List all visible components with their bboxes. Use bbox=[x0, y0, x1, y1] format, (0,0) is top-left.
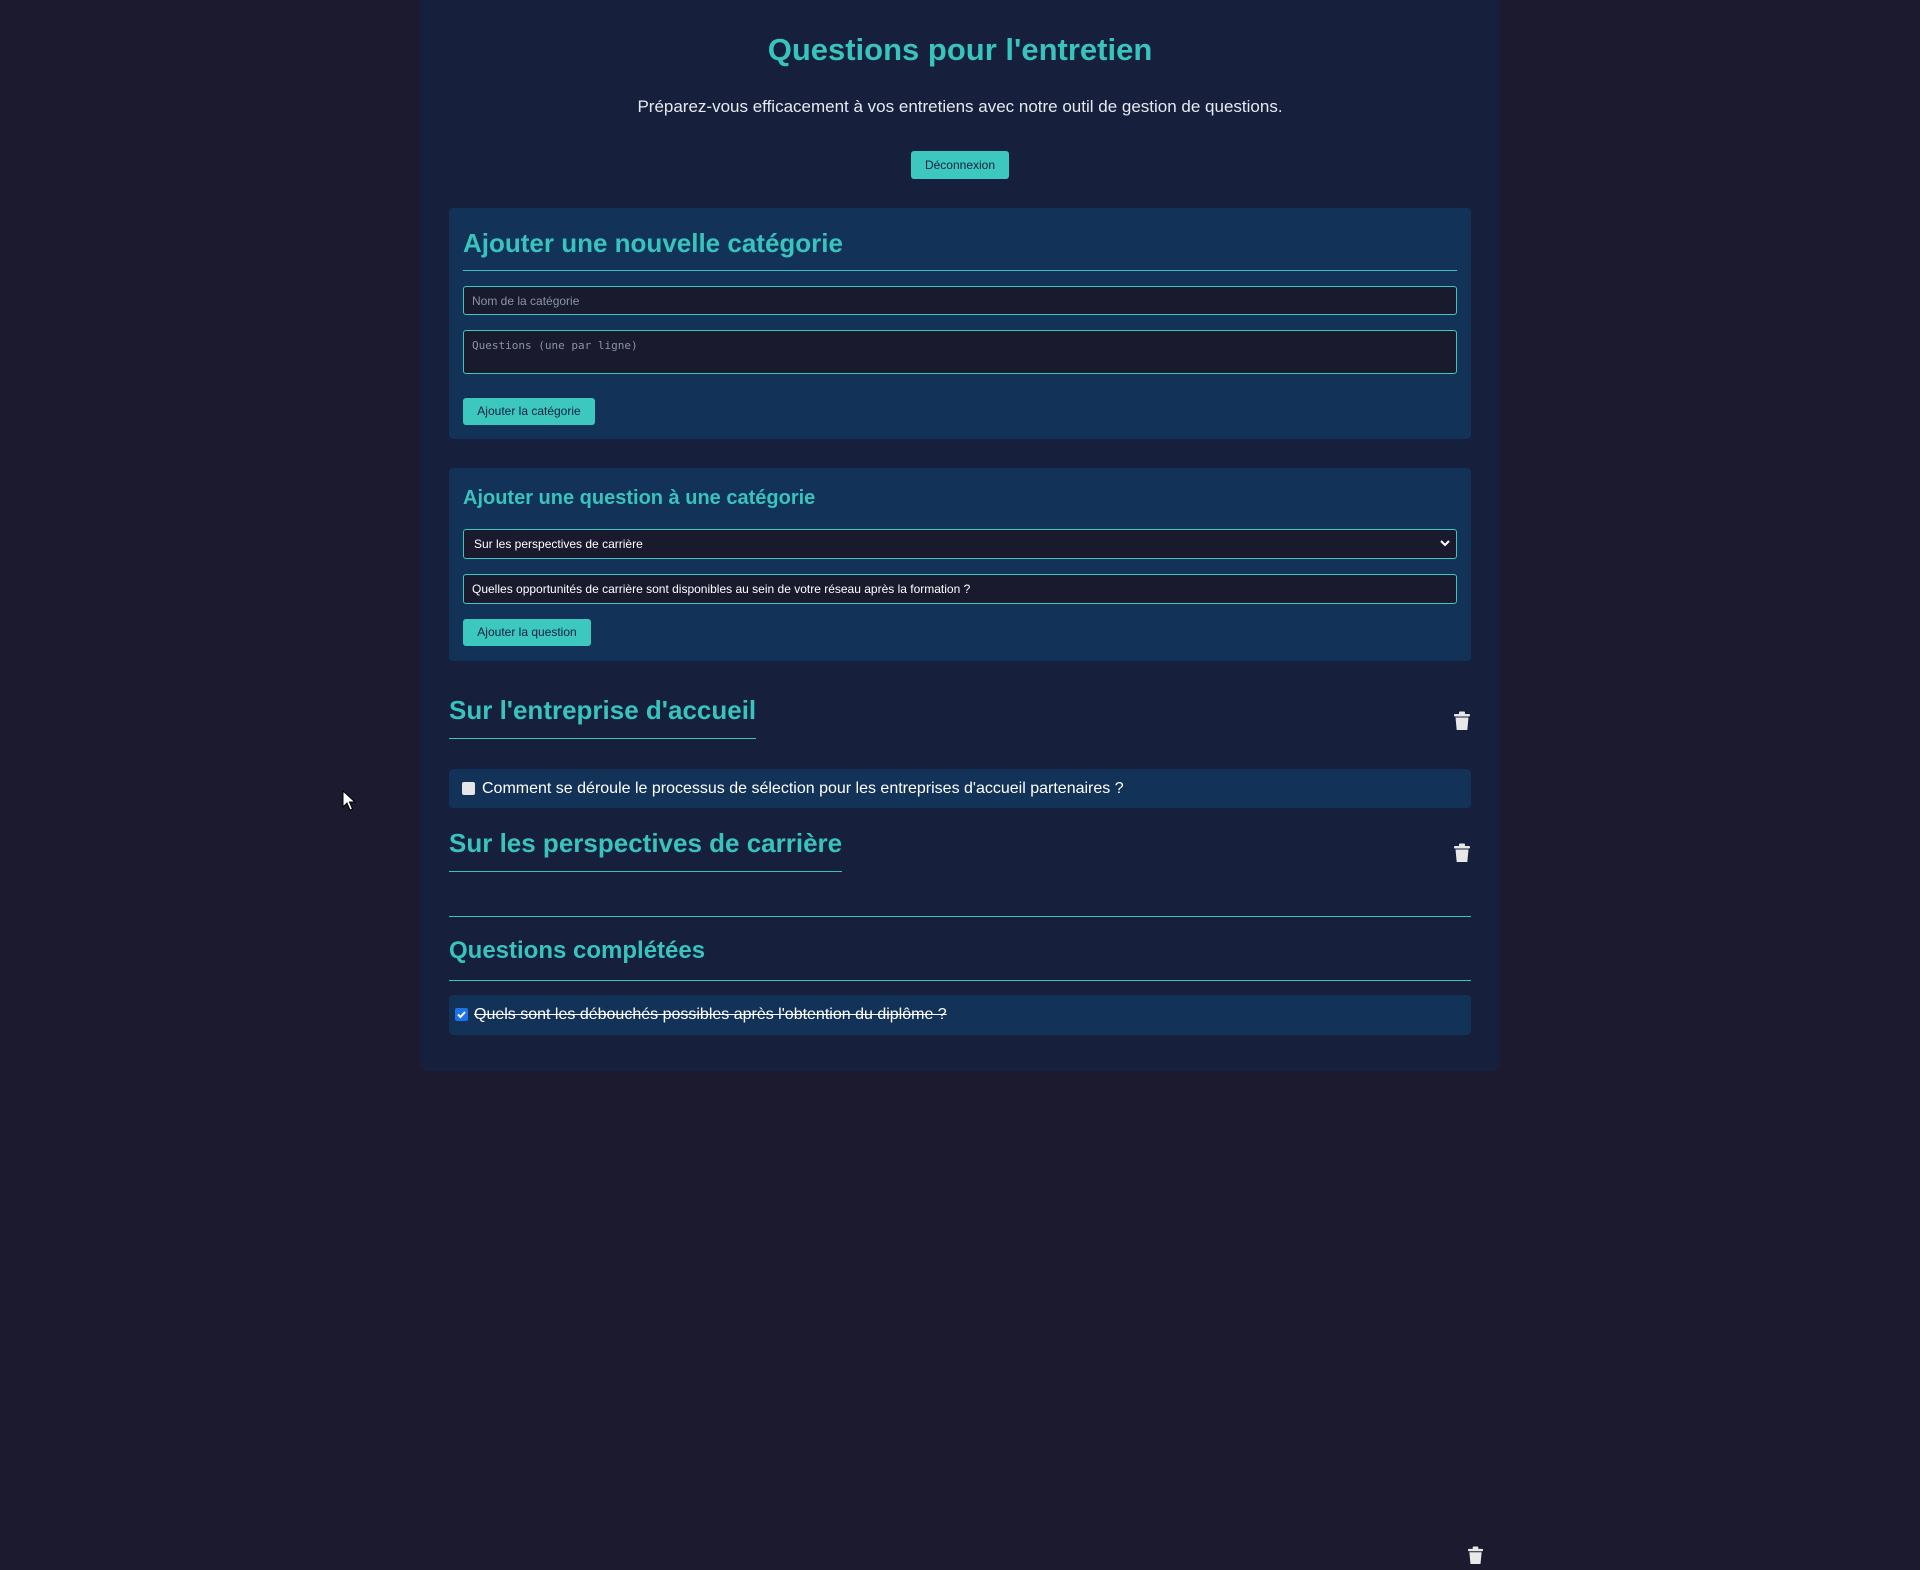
mouse-cursor-icon bbox=[342, 790, 356, 812]
add-category-divider bbox=[463, 270, 1457, 271]
page-subtitle: Préparez-vous efficacement à vos entretiens avec notre outil de gestion de questions. bbox=[637, 97, 1283, 116]
question-checkbox[interactable] bbox=[462, 782, 475, 795]
page-title: Questions pour l'entretien bbox=[767, 32, 1153, 67]
chevron-down-icon bbox=[1440, 530, 1450, 569]
add-question-button[interactable]: Ajouter la question bbox=[463, 619, 591, 646]
question-text: Comment se déroule le processus de sélection pour les entreprises d'accueil partenaires ? bbox=[482, 780, 1124, 797]
category-title: Sur l'entreprise d'accueil bbox=[449, 695, 756, 739]
logout-button[interactable]: Déconnexion bbox=[911, 151, 1009, 179]
category-select-value: Sur les perspectives de carrière bbox=[474, 537, 643, 551]
category-title: Sur les perspectives de carrière bbox=[449, 828, 842, 872]
add-question-heading: Ajouter une question à une catégorie bbox=[463, 487, 816, 509]
completed-checkbox[interactable] bbox=[455, 1008, 468, 1021]
checkmark-icon bbox=[456, 1009, 467, 1020]
question-input[interactable]: Quelles opportunités de carrière sont disponibles au sein de votre réseau après la formation ? bbox=[463, 574, 1457, 604]
question-list-item bbox=[449, 769, 1471, 808]
delete-category-trash-icon[interactable] bbox=[1453, 711, 1471, 731]
delete-category-trash-icon[interactable] bbox=[1453, 843, 1471, 863]
add-category-button[interactable]: Ajouter la catégorie bbox=[463, 398, 595, 425]
completed-divider bbox=[449, 980, 1471, 981]
completed-heading: Questions complétées bbox=[449, 937, 706, 964]
category-name-input[interactable] bbox=[463, 286, 1457, 315]
add-category-heading: Ajouter une nouvelle catégorie bbox=[463, 228, 843, 258]
category-select[interactable] bbox=[463, 529, 1457, 559]
category-questions-textarea[interactable] bbox=[463, 330, 1457, 374]
add-category-panel bbox=[449, 208, 1471, 439]
completed-list-item bbox=[449, 995, 1471, 1035]
main-container bbox=[420, 0, 1500, 1071]
completed-question-text: Quels sont les débouchés possibles après l'obtention du diplôme ? bbox=[474, 1006, 947, 1023]
delete-question-trash-icon[interactable] bbox=[1467, 1546, 1484, 1565]
add-question-panel bbox=[449, 468, 1471, 661]
section-divider bbox=[449, 916, 1471, 917]
